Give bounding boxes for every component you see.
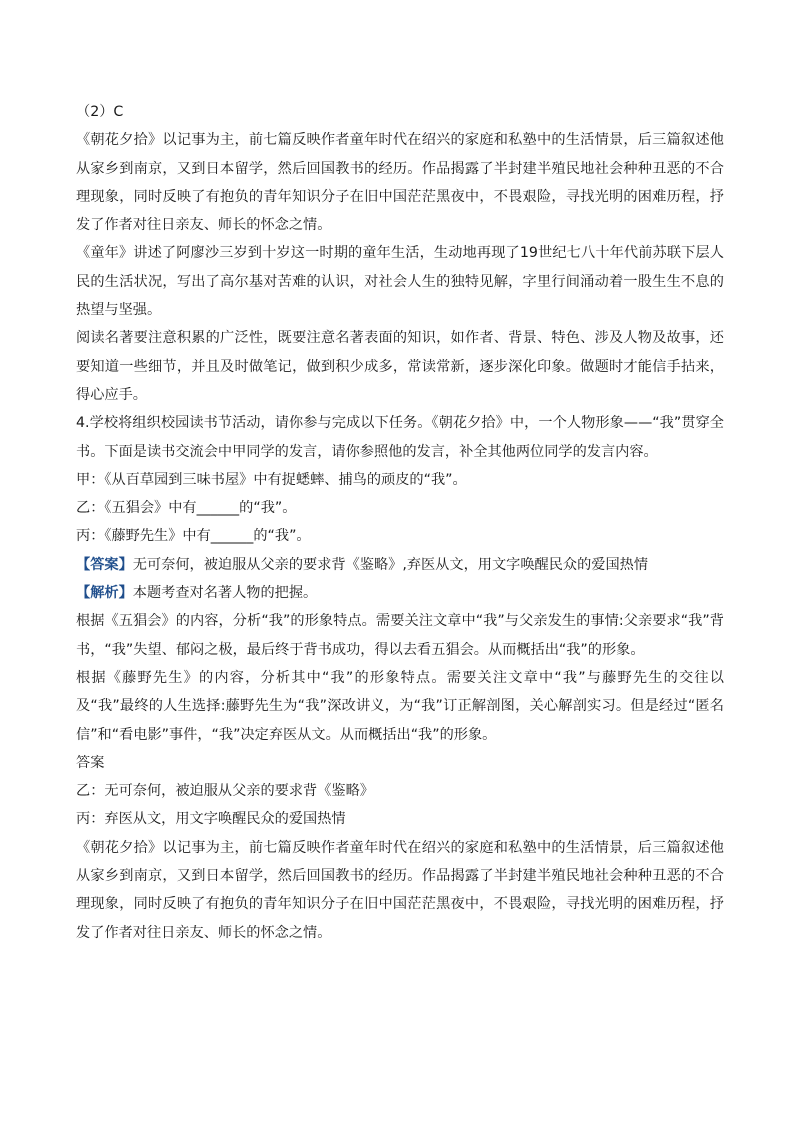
answer-bing: 丙：弃医从文，用文字唤醒民众的爱国热情 (76, 811, 346, 828)
analysis-wuchanghui: 根据《五猖会》的内容，分析“我”的形象特点。需要关注文章中“我”与父亲发生的事情:父亲要求“我”背书，“我”失望、郁闷之极，最后终于背书成功，得以去看五猖会。从而概括出“我”的形象。 (76, 613, 724, 658)
student-yi-statement: 乙：《五猖会》中有______的“我”。 (76, 500, 297, 517)
paragraph-zhaohuaxishi-summary-repeat: 《朝花夕拾》以记事为主，前七篇反映作者童年时代在绍兴的家庭和私塾中的生活情景，后三篇叙述他从家乡到南京，又到日本留学，然后回国教书的经历。作品揭露了半封建半殖民地社会种种丑恶的不合理现象，同时反映了有抱负的青年知识分子在旧中国茫茫黑夜中，不畏艰险，寻找光明的困难历程，抒发了作者对往日亲友、师长的怀念之情。 (76, 839, 724, 941)
student-jia-statement: 甲：《从百草园到三味书屋》中有捉蟋蟀、捕鸟的顽皮的“我”。 (76, 471, 467, 488)
answer-heading: 答案 (76, 754, 105, 771)
question-2-answer: （2）C (76, 104, 124, 120)
analysis-paragraph (76, 579, 724, 607)
answer-paragraph (76, 551, 724, 579)
answer-yi: 乙：无可奈何，被迫服从父亲的要求背《鉴略》 (76, 783, 374, 800)
analysis-tag: 【解析】 (76, 585, 133, 602)
paragraph-tongnian-summary: 《童年》讲述了阿廖沙三岁到十岁这一时期的童年生活，生动地再现了19世纪七八十年代前苏联下层人民的生活状况，写出了高尔基对苦难的认识，对社会人生的独特见解，字里行间涌动着一股生生不息的热望与坚强。 (76, 245, 724, 319)
analysis-text: 本题考查对名著人物的把握。 (132, 585, 318, 602)
student-bing-statement: 丙：《藤野先生》中有______的“我”。 (76, 528, 311, 545)
paragraph-reading-advice: 阅读名著要注意积累的广泛性，既要注意名著表面的知识，如作者、背景、特色、涉及人物及故事，还要知道一些细节，并且及时做笔记，做到积少成多，常读常新，逐步深化印象。做题时才能信手拈来，得心应手。 (76, 330, 724, 403)
answer-tag: 【答案】 (76, 556, 133, 573)
analysis-tengye: 根据《藤野先生》的内容，分析其中“我”的形象特点。需要关注文章中“我”与藤野先生的交往以及“我”最终的人生选择:藤野先生为“我”深改讲义，为“我”订正解剖图，关心解剖实习。但是经过“匿名信”和“看电影”事件，“我”决定弃医从文。从而概括出“我”的形象。 (76, 669, 724, 743)
question-4-prompt: 4.学校将组织校园读书节活动，请你参与完成以下任务。《朝花夕拾》中，一个人物形象——“我”贯穿全书。下面是读书交流会中甲同学的发言，请你参照他的发言，补全其他两位同学的发言内容。 (76, 415, 724, 460)
answer-text: 无可奈何，被迫服从父亲的要求背《鉴略》,弃医从文，用文字唤醒民众的爱国热情 (132, 556, 649, 573)
paragraph-zhaohuaxishi-summary: 《朝花夕拾》以记事为主，前七篇反映作者童年时代在绍兴的家庭和私塾中的生活情景，后三篇叙述他从家乡到南京，又到日本留学，然后回国教书的经历。作品揭露了半封建半殖民地社会种种丑恶的不合理现象，同时反映了有抱负的青年知识分子在旧中国茫茫黑夜中，不畏艰险，寻找光明的困难历程，抒发了作者对往日亲友、师长的怀念之情。 (76, 132, 724, 234)
document-body (76, 98, 724, 947)
